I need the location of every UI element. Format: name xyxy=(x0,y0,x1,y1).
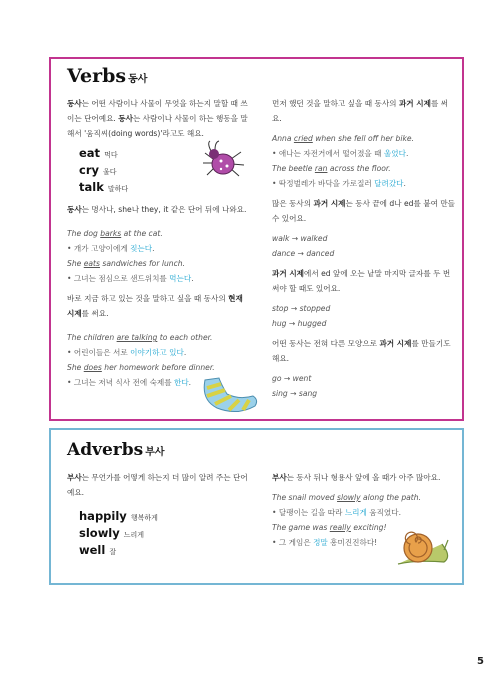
verbs-title xyxy=(67,65,147,87)
verbs-title-ko: 동사 xyxy=(128,74,148,85)
adverbs-position-rule: 부사는 동사 뒤나 형용사 앞에 올 때가 아주 많아요. xyxy=(272,473,441,482)
example-en: She eats sandwiches for lunch. xyxy=(67,259,185,268)
example-en: The children are talking to each other. xyxy=(67,333,213,342)
example-ko: • 그 게임은 정말 흥미진진하다! xyxy=(272,538,378,547)
verbs-after-nouns: 동사는 명사나, she나 they, it 같은 단어 뒤에 나와요. xyxy=(67,205,247,214)
verbs-present-tense: 바로 지금 하고 있는 것을 말하고 싶을 때 동사의 현재 시제를 써요. xyxy=(67,294,243,318)
adverbs-title-en: Adverbs xyxy=(67,440,144,460)
snail-illustration xyxy=(396,530,452,568)
page-number: 5 xyxy=(477,656,484,667)
verbs-double-letter-rule: 과거 시제에서 ed 앞에 오는 낱말 마지막 글자를 두 번 써야 할 때도 있어요. xyxy=(272,269,451,293)
example-ko: • 그녀는 점심으로 샌드위치를 먹는다. xyxy=(67,274,194,283)
example-en: walk → walked xyxy=(272,234,328,243)
beetle-illustration xyxy=(201,139,247,181)
sock-illustration xyxy=(199,374,261,416)
adverbs-intro: 부사는 무언가를 어떻게 하는지 더 많이 알려 주는 단어예요. xyxy=(67,473,248,497)
example-en: She does her homework before dinner. xyxy=(67,363,215,372)
adverbs-word-list xyxy=(79,509,252,560)
verbs-box xyxy=(49,57,464,421)
word-item: eat 먹다 xyxy=(79,146,118,160)
adverbs-title-ko: 부사 xyxy=(145,447,165,458)
example-ko: • 딱정벌레가 바닥을 가로질러 달려갔다. xyxy=(272,179,406,188)
adverbs-box xyxy=(49,428,464,585)
word-item: slowly 느리게 xyxy=(79,526,145,540)
verbs-right-column xyxy=(272,96,457,401)
example-ko: • 어린이들은 서로 이야기하고 있다. xyxy=(67,348,187,357)
word-item: happily 행복하게 xyxy=(79,509,158,523)
verbs-intro-1: 동사는 어떤 사람이나 사물이 무엇을 하는지 말할 때 쓰이는 단어예요. 동사는 사람이나 사물이 하는 행동을 말해서 '움직씨(doing words)'라고도 해요. xyxy=(67,99,248,138)
example-en: The game was really exciting! xyxy=(272,523,387,532)
verbs-past-tense: 먼저 했던 것을 말하고 싶을 때 동사의 과거 시제를 써요. xyxy=(272,99,449,123)
word-item: well 잘 xyxy=(79,543,117,557)
example-ko: • 그녀는 저녁 식사 전에 숙제를 한다. xyxy=(67,378,192,387)
example-en: The dog barks at the cat. xyxy=(67,229,163,238)
example-ko: • 애나는 자전거에서 떨어졌을 때 울었다. xyxy=(272,149,409,158)
verbs-irregular-rule: 어떤 동사는 전혀 다른 모양으로 과거 시제를 만들기도 해요. xyxy=(272,339,451,363)
adverbs-left-column xyxy=(67,470,252,560)
word-item: cry 울다 xyxy=(79,163,117,177)
verbs-ed-rule: 많은 동사의 과거 시제는 동사 끝에 d나 ed를 붙여 만들 수 있어요. xyxy=(272,199,456,223)
example-en: The beetle ran across the floor. xyxy=(272,164,391,173)
example-en: The snail moved slowly along the path. xyxy=(272,493,422,502)
adverbs-title xyxy=(67,440,165,460)
example-en: go → went xyxy=(272,374,312,383)
example-ko: • 달팽이는 길을 따라 느리게 움직였다. xyxy=(272,508,402,517)
example-en: hug → hugged xyxy=(272,319,327,328)
example-en: sing → sang xyxy=(272,389,318,398)
example-ko: • 개가 고양이에게 짖는다. xyxy=(67,244,155,253)
example-en: Anna cried when she fell off her bike. xyxy=(272,134,414,143)
example-en: dance → danced xyxy=(272,249,335,258)
word-item: talk 말하다 xyxy=(79,180,129,194)
verbs-title-en: Verbs xyxy=(67,65,127,87)
example-en: stop → stopped xyxy=(272,304,331,313)
